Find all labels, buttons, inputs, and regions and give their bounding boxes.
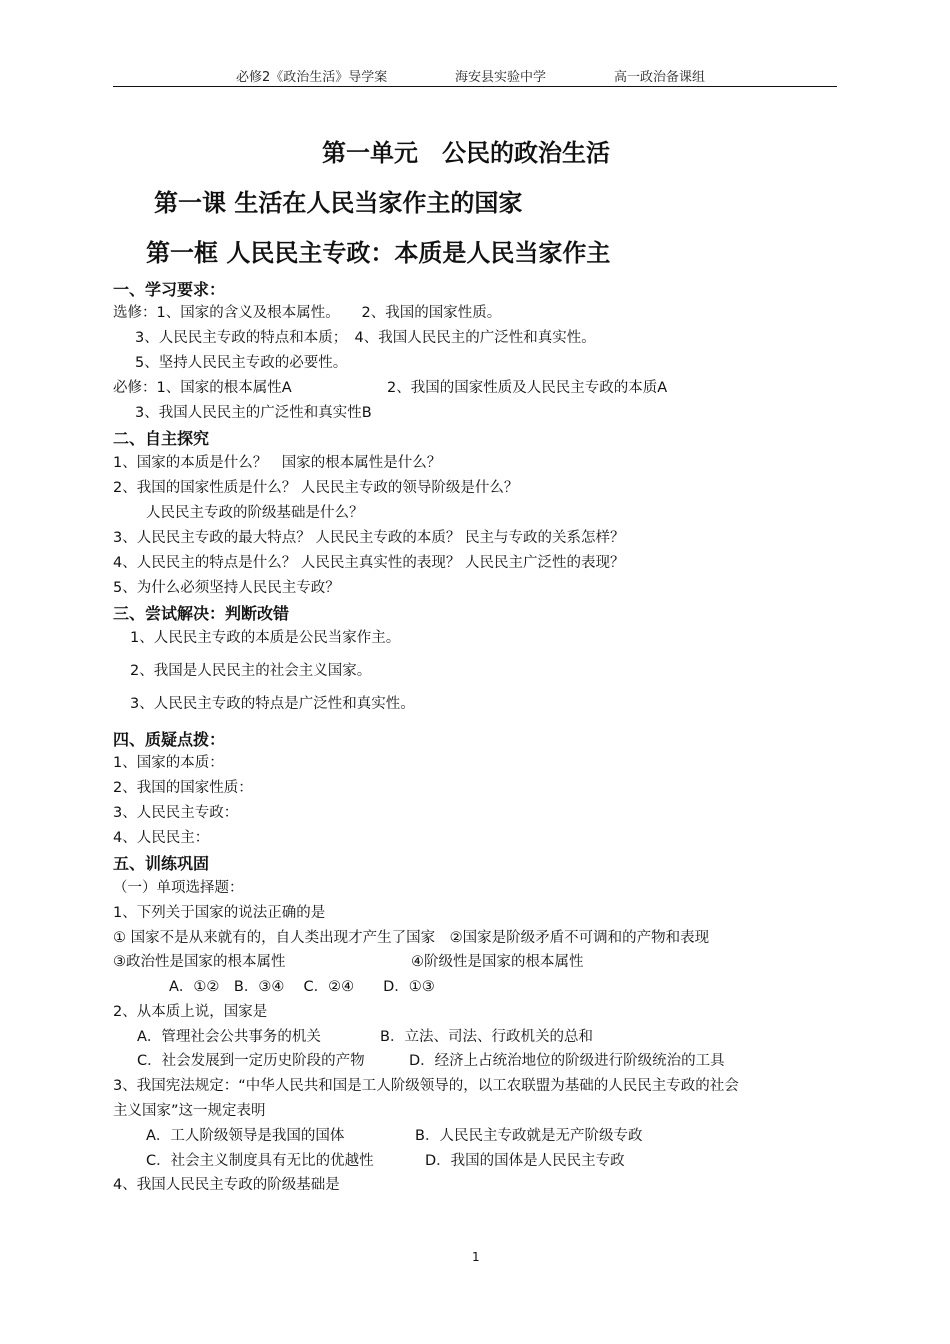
- answer-choice: D．我国的国体是人民民主专政: [425, 1153, 625, 1169]
- requirement-line: 3、人民民主专政的特点和本质； 4、我国人民民主的广泛性和真实性。: [135, 330, 596, 346]
- answer-choice: A．管理社会公共事务的机关: [137, 1029, 321, 1045]
- explore-line: 2、我国的国家性质是什么？ 人民民主专政的领导阶级是什么？: [113, 480, 519, 496]
- section-heading-true-false: 三、尝试解决：判断改错: [113, 604, 290, 623]
- question-option: ④阶级性是国家的根本属性: [411, 954, 584, 970]
- frame-title: 第一框 人民民主专政：本质是人民当家作主: [146, 238, 611, 267]
- statement-line: 3、人民民主专政的特点是广泛性和真实性。: [130, 696, 415, 712]
- section-heading-guidance: 四、质疑点拨：: [113, 730, 226, 749]
- guidance-line: 4、人民民主：: [113, 830, 210, 846]
- question-stem-continued: 主义国家”这一规定表明: [113, 1103, 266, 1119]
- header-rule: [113, 86, 837, 87]
- guidance-line: 1、国家的本质：: [113, 755, 224, 771]
- question-option: ③政治性是国家的根本属性: [113, 954, 286, 970]
- requirement-line: 选修：1、国家的含义及根本属性。 2、我国的国家性质。: [113, 305, 502, 321]
- question-stem: 4、我国人民民主专政的阶级基础是: [113, 1177, 340, 1193]
- explore-line: 5、为什么必须坚持人民民主专政？: [113, 580, 340, 596]
- answer-choice: A．工人阶级领导是我国的国体: [146, 1128, 345, 1144]
- question-option: ① 国家不是从来就有的，自人类出现才产生了国家 ②国家是阶级矛盾不可调和的产物和表现: [113, 930, 710, 946]
- header-course: 必修2《政治生活》导学案: [236, 70, 388, 85]
- requirement-line: 2、我国的国家性质及人民民主专政的本质A: [387, 380, 668, 396]
- question-stem: 2、从本质上说，国家是: [113, 1004, 268, 1020]
- explore-line: 4、人民民主的特点是什么？ 人民民主真实性的表现？ 人民民主广泛性的表现？: [113, 555, 625, 571]
- header-school: 海安县实验中学: [455, 70, 547, 85]
- subsection-label: （一）单项选择题：: [113, 880, 244, 896]
- unit-title: 第一单元 公民的政治生活: [322, 138, 610, 167]
- answer-choice: B．人民民主专政就是无产阶级专政: [415, 1128, 643, 1144]
- section-heading-requirements: 一、学习要求：: [113, 280, 226, 299]
- question-stem: 3、我国宪法规定：“中华人民共和国是工人阶级领导的，以工农联盟为基础的人民民主专政的社会: [113, 1078, 739, 1094]
- page-number: 1: [472, 1250, 480, 1264]
- answer-choice: D．经济上占统治地位的阶级进行阶级统治的工具: [409, 1053, 725, 1069]
- explore-line: 人民民主专政的阶级基础是什么？: [146, 505, 364, 521]
- section-heading-explore: 二、自主探究: [113, 429, 210, 448]
- lesson-title: 第一课 生活在人民当家作主的国家: [154, 188, 523, 217]
- requirement-line: 5、坚持人民民主专政的必要性。: [135, 355, 348, 371]
- answer-choice: B．立法、司法、行政机关的总和: [380, 1029, 593, 1045]
- explore-line: 1、国家的本质是什么？ 国家的根本属性是什么？: [113, 455, 442, 471]
- requirement-line: 必修：1、国家的根本属性A: [113, 380, 292, 396]
- statement-line: 1、人民民主专政的本质是公民当家作主。: [130, 630, 401, 646]
- answer-choice: C．社会主义制度具有无比的优越性: [146, 1153, 374, 1169]
- answer-choices: A．①② B．③④ C．②④ D．①③: [169, 979, 435, 995]
- guidance-line: 3、人民民主专政：: [113, 805, 239, 821]
- requirement-line: 3、我国人民民主的广泛性和真实性B: [135, 405, 372, 421]
- header-group: 高一政治备课组: [614, 70, 706, 85]
- question-stem: 1、下列关于国家的说法正确的是: [113, 905, 326, 921]
- statement-line: 2、我国是人民民主的社会主义国家。: [130, 663, 372, 679]
- section-heading-practice: 五、训练巩固: [113, 854, 210, 873]
- guidance-line: 2、我国的国家性质：: [113, 780, 253, 796]
- explore-line: 3、人民民主专政的最大特点？ 人民民主专政的本质？ 民主与专政的关系怎样？: [113, 530, 625, 546]
- answer-choice: C．社会发展到一定历史阶段的产物: [137, 1053, 365, 1069]
